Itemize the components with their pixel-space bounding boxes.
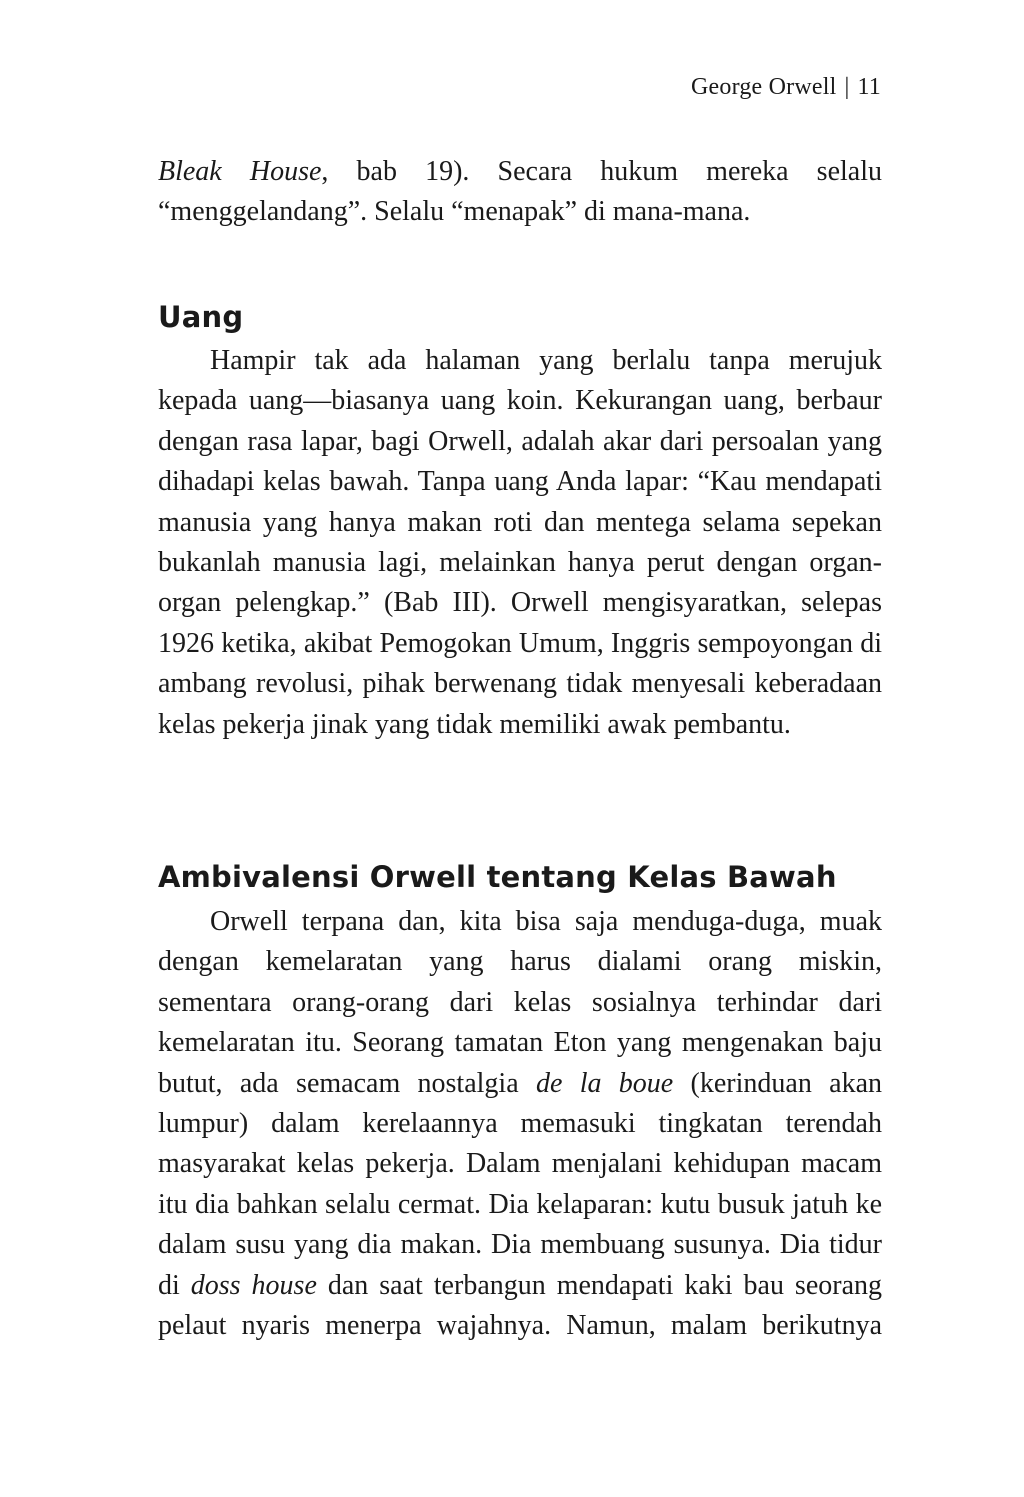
header-separator: | [844,74,850,100]
intro-text: , bab 19). Secara hukum mereka selalu “menggelandang”. Selalu “menapak” di mana-mana. [158,156,882,228]
ambivalensi-italic-1: de la boue [535,1067,674,1099]
ambivalensi-text-a: Orwell terpana dan, kita bisa saja menduga-duga, muak dengan kemelaratan yang harus dialami orang miskin, sementara orang-orang dari kelas sosialnya terhindar dari kemelaratan itu. Seorang tamatan Eton yang mengenakan baju butut, ada semacam nostalgia [158,906,882,1099]
section-heading-ambivalensi: Ambivalensi Orwell tentang Kelas Bawah [158,860,837,894]
section-uang-body [158,341,882,745]
ambivalensi-text-c: dan saat terbangun mendapati kaki bau seorang pelaut nyaris menerpa wajahnya. Namun, malam berikutnya [158,1269,883,1342]
intro-paragraph [158,152,882,233]
running-header [691,74,881,101]
section-ambivalensi-body [158,902,882,1387]
section-heading-uang: Uang [158,300,244,334]
intro-paragraph-block [158,152,882,233]
intro-italic-title: Bleak House [158,156,322,187]
ambivalensi-italic-2: doss house [190,1269,317,1301]
section-uang-paragraph: Hampir tak ada halaman yang berlalu tanpa merujuk kepada uang—biasanya uang koin. Kekurangan uang, berbaur dengan rasa lapar, bagi Orwell, adalah akar dari persoalan yang dihadapi kelas bawah. Tanpa uang Anda lapar: “Kau mendapati manusia yang hanya makan roti dan mentega selama sepekan bukanlah manusia lagi, melainkan hanya perut dengan organ-organ pelengkap.” (Bab III). Orwell mengisyaratkan, selepas 1926 ketika, akibat Pemogokan Umum, Inggris sempoyongan di ambang revolusi, pihak berwenang tidak menyesali keberadaan kelas pekerja jinak yang tidak memiliki awak pembantu. [158,345,882,740]
section-ambivalensi-paragraph [158,902,882,1387]
page-number: 11 [857,74,881,100]
header-author: George Orwell [691,74,837,100]
ambivalensi-text-b: (kerinduan akan lumpur) dalam kerelaannya memasuki tingkatan terendah masyarakat kelas pekerja. Dalam menjalani kehidupan macam itu dia bahkan selalu cermat. Dia kelaparan: kutu busuk jatuh ke dalam susu yang dia makan. Dia membuang susunya. Dia tidur di [158,1067,883,1301]
